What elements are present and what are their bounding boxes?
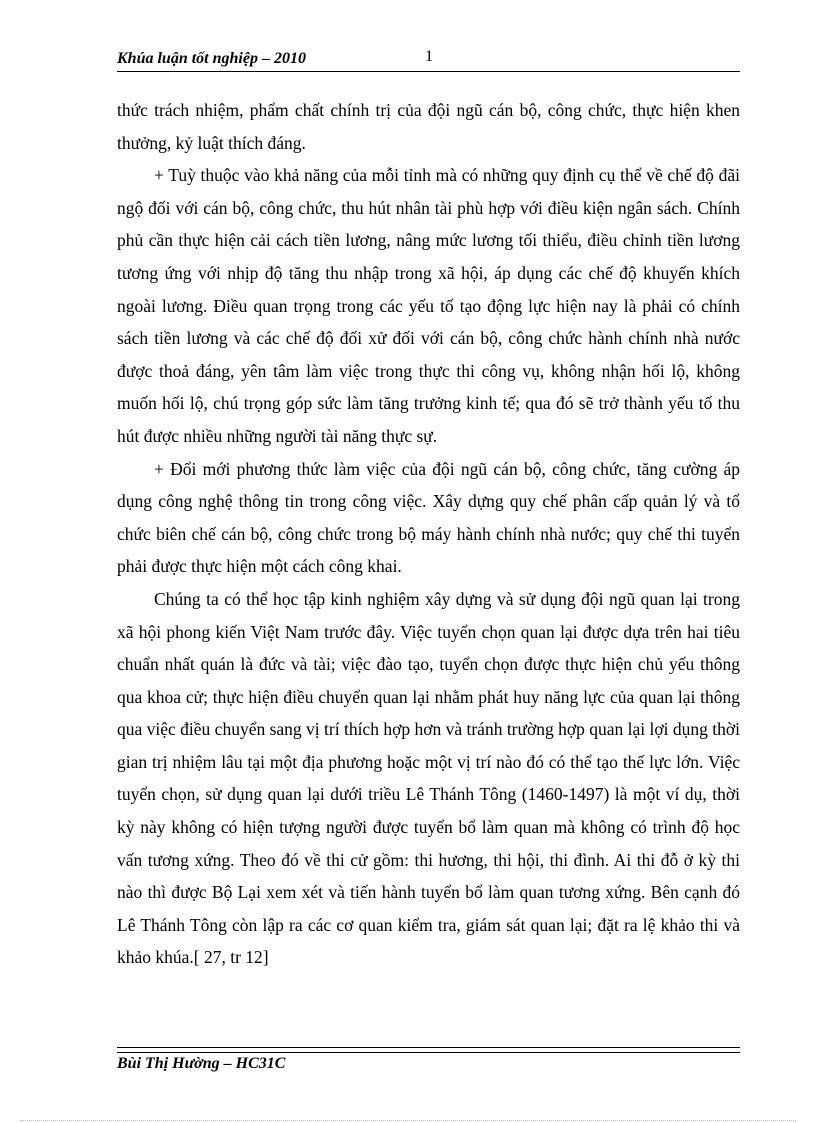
document-header-title: Khúa luận tốt nghiệp – 2010: [117, 50, 306, 67]
paragraph-continued: thức trách nhiệm, phẩm chất chính trị của đội ngũ cán bộ, công chức, thực hiện khen thưởng, kỷ luật thích đáng.: [117, 100, 740, 153]
paragraph-working-methods: + Đổi mới phương thức làm việc của đội ngũ cán bộ, công chức, tăng cường áp dụng công nghệ thông tin trong công việc. Xây dựng quy chế phân cấp quản lý và tổ chức biên chế cán bộ, công chức trong bộ máy hành chính nhà nước; quy chế thi tuyển phải được thực hiện một cách công khai.: [117, 458, 740, 577]
footer-author: Bùi Thị Hường – HC31C: [117, 1055, 286, 1072]
page-header: [117, 50, 740, 72]
document-body: [117, 94, 740, 974]
page-number: 1: [425, 48, 433, 65]
paragraph-salary-policy: + Tuỳ thuộc vào khả năng của mỗi tỉnh mà có những quy định cụ thể về chế độ đãi ngộ đối với cán bộ, công chức, thu hút nhân tài phù hợp với điều kiện ngân sách. Chính phủ cần thực hiện cải cách tiền lương, nâng mức lương tối thiểu, điều chỉnh tiền lương tương ứng với nhịp độ tăng thu nhập trong xã hội, áp dụng các chế độ khuyến khích ngoài lương. Điều quan trọng trong các yếu tố tạo động lực hiện nay là phải có chính sách tiền lương và các chế độ đối xử đối với cán bộ, công chức hành chính nhà nước được thoả đáng, yên tâm làm việc trong thực thi công vụ, không nhận hối lộ, không muốn hối lộ, chú trọng góp sức làm tăng trưởng kinh tế; qua đó sẽ trở thành yếu tố thu hút được nhiều những người tài năng thực sự.: [117, 165, 740, 446]
page-edge-divider: [20, 1120, 796, 1121]
header-rule: [117, 71, 740, 72]
paragraph-historical-experience: Chúng ta có thể học tập kinh nghiệm xây dựng và sử dụng đội ngũ quan lại trong xã hội phong kiến Việt Nam trước đây. Việc tuyển chọn quan lại được dựa trên hai tiêu chuẩn nhất quán là đức và tài; việc đào tạo, tuyển chọn được thực hiện chủ yếu thông qua khoa cử; thực hiện điều chuyển quan lại nhằm phát huy năng lực của quan lại thông qua việc điều chuyển sang vị trí thích hợp hơn và tránh trường hợp quan lại lợi dụng thời gian trị nhiệm lâu tại một địa phương hoặc một vị trí nào đó có thể tạo thế lực lớn. Việc tuyển chọn, sử dụng quan lại dưới triều Lê Thánh Tông (1460-1497) là một ví dụ, thời kỳ này không có hiện tượng người được tuyển bổ làm quan mà không có trình độ học vấn tương xứng. Theo đó về thi cử gồm: thi hương, thi hội, thi đình. Ai thi đỗ ở kỳ thi nào thì được Bộ Lại xem xét và tiến hành tuyển bổ làm quan tương xứng. Bên cạnh đó Lê Thánh Tông còn lập ra các cơ quan kiểm tra, giám sát quan lại; đặt ra lệ khảo thi và khảo khúa.[ 27, tr 12]: [117, 588, 740, 968]
footer-rule: [117, 1047, 740, 1053]
